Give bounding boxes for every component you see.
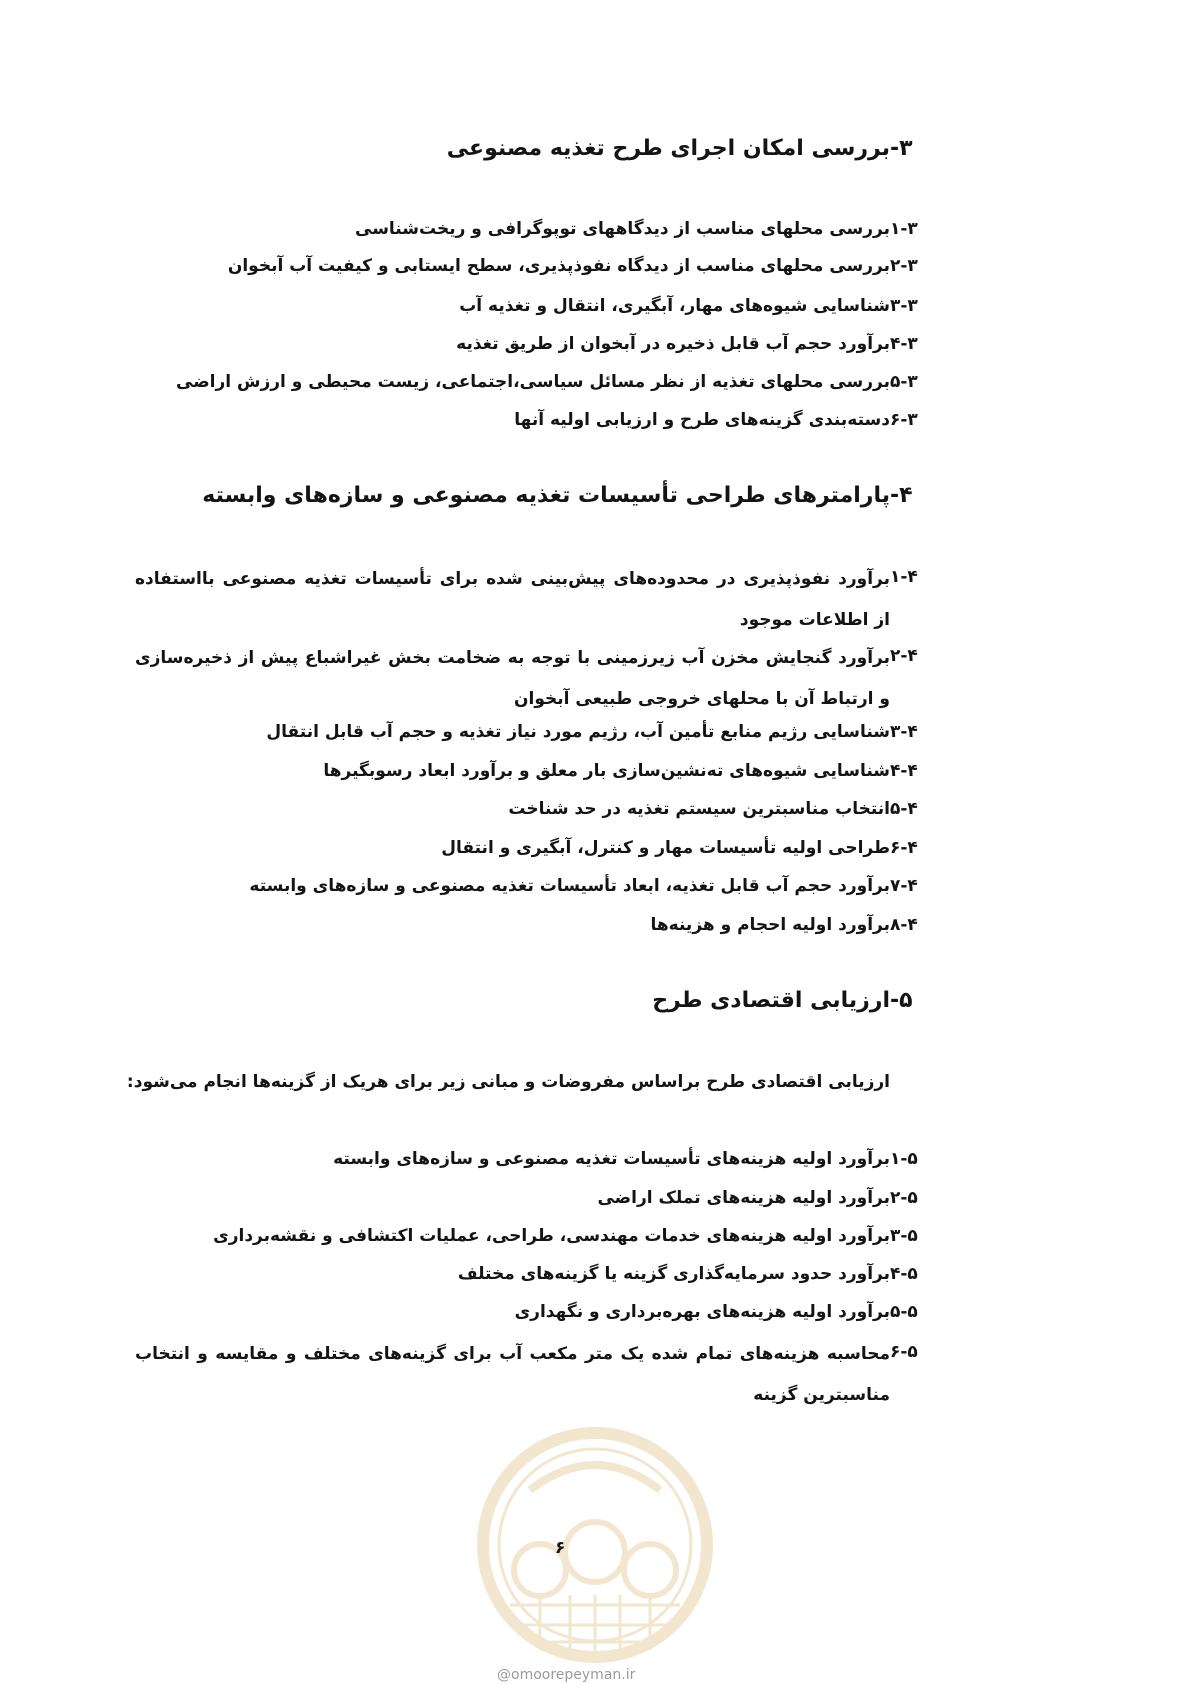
section-number: -۴ bbox=[890, 483, 913, 508]
list-item bbox=[0, 567, 1190, 649]
item-number: ۲-۵ bbox=[890, 1188, 918, 1208]
item-text: برآورد حجم آب قابل تغذیه، ابعاد تأسیسات تغذیه مصنوعی و سازه‌های وابسته bbox=[249, 876, 890, 896]
item-text: بررسی محلهای تغذیه از نظر مسائل سیاسی،اجتماعی، زیست محیطی و ارزش اراضی bbox=[176, 372, 890, 392]
item-number: ۵-۵ bbox=[890, 1302, 918, 1322]
list-item bbox=[0, 799, 1190, 839]
item-number: ۵-۴ bbox=[890, 799, 918, 819]
item-number: ۴-۴ bbox=[890, 761, 918, 781]
item-text: برآورد اولیه هزینه‌های تأسیسات تغذیه مصنوعی و سازه‌های وابسته bbox=[333, 1149, 890, 1169]
item-number: ۴-۳ bbox=[890, 334, 918, 354]
item-text: بررسی محلهای مناسب از دیدگاههای توپوگرافی و ریخت‌شناسی bbox=[355, 219, 890, 239]
item-number: ۳-۳ bbox=[890, 296, 918, 316]
item-number: ۷-۴ bbox=[890, 876, 918, 896]
item-number: ۶-۵ bbox=[890, 1342, 918, 1362]
list-item bbox=[0, 1342, 1190, 1424]
item-text: برآورد نفوذپذیری در محدوده‌های پیش‌بینی شده برای تأسیسات تغذیه مصنوعی بااستفاده از اطلاعات موجود bbox=[135, 569, 890, 630]
section-title: بررسی امکان اجرای طرح تغذیه مصنوعی bbox=[446, 136, 890, 161]
list-item bbox=[0, 256, 1190, 296]
page-number: ۶ bbox=[555, 1538, 566, 1558]
watermark-site-text: @omoorepeyman.ir bbox=[497, 1667, 636, 1683]
item-text: طراحی اولیه تأسیسات مهار و کنترل، آبگیری و انتقال bbox=[441, 838, 890, 858]
list-item bbox=[0, 838, 1190, 878]
item-text: برآورد اولیه هزینه‌های تملک اراضی bbox=[597, 1188, 890, 1208]
item-text: برآورد اولیه هزینه‌های بهره‌برداری و نگهداری bbox=[514, 1302, 890, 1322]
list-item bbox=[0, 646, 1190, 728]
list-item bbox=[0, 761, 1190, 801]
item-number: ۸-۴ bbox=[890, 915, 918, 935]
item-text: برآورد حجم آب قابل ذخیره در آبخوان از طریق تغذیه bbox=[456, 334, 890, 354]
list-item bbox=[0, 1264, 1190, 1304]
item-text: محاسبه هزینه‌های تمام شده یک متر مکعب آب برای گزینه‌های مختلف و مقایسه و انتخاب مناسبترین گزینه bbox=[135, 1344, 890, 1405]
list-item bbox=[0, 722, 1190, 762]
item-number: ۶-۴ bbox=[890, 838, 918, 858]
item-number: ۳-۴ bbox=[890, 722, 918, 742]
item-text: برآورد حدود سرمایه‌گذاری گزینه یا گزینه‌های مختلف bbox=[457, 1264, 890, 1284]
list-item bbox=[0, 372, 1190, 412]
list-item bbox=[0, 334, 1190, 374]
item-number: ۳-۵ bbox=[890, 1226, 918, 1246]
section-title: پارامترهای طراحی تأسیسات تغذیه مصنوعی و سازه‌های وابسته bbox=[202, 483, 890, 508]
item-number: ۶-۳ bbox=[890, 410, 918, 430]
section-5-heading bbox=[0, 988, 1190, 1028]
list-item bbox=[0, 1226, 1190, 1266]
list-item bbox=[0, 219, 1190, 259]
item-text: شناسایی رژیم منابع تأمین آب، رژیم مورد نیاز تغذیه و حجم آب قابل انتقال bbox=[266, 722, 890, 742]
list-item bbox=[0, 296, 1190, 336]
item-text: دسته‌بندی گزینه‌های طرح و ارزیابی اولیه آنها bbox=[514, 410, 890, 430]
item-number: ۲-۴ bbox=[890, 646, 918, 666]
item-text: شناسایی شیوه‌های ته‌نشین‌سازی بار معلق و برآورد ابعاد رسوبگیرها bbox=[323, 761, 890, 781]
item-number: ۱-۵ bbox=[890, 1149, 918, 1169]
list-item bbox=[0, 915, 1190, 955]
item-text: برآورد گنجایش مخزن آب زیرزمینی با توجه به ضخامت بخش غیراشباع پیش از ذخیره‌سازی و ارتباط آن با محلهای خروجی طبیعی آبخوان bbox=[135, 648, 890, 709]
list-item bbox=[0, 1188, 1190, 1228]
item-number: ۱-۴ bbox=[890, 567, 918, 587]
section-title: ارزیابی اقتصادی طرح bbox=[652, 988, 890, 1013]
item-number: ۴-۵ bbox=[890, 1264, 918, 1284]
section-number: -۳ bbox=[890, 136, 913, 161]
intro-paragraph: ارزیابی اقتصادی طرح براساس مفروضات و مبانی زیر برای هریک از گزینه‌ها انجام می‌شود: bbox=[126, 1072, 890, 1092]
list-item bbox=[0, 876, 1190, 916]
item-text: انتخاب مناسبترین سیستم تغذیه در حد شناخت bbox=[508, 799, 890, 819]
item-number: ۲-۳ bbox=[890, 256, 918, 276]
item-number: ۱-۳ bbox=[890, 219, 918, 239]
item-text: بررسی محلهای مناسب از دیدگاه نفوذپذیری، سطح ایستابی و کیفیت آب آبخوان bbox=[227, 256, 890, 276]
item-text: برآورد اولیه هزینه‌های خدمات مهندسی، طراحی، عملیات اکتشافی و نقشه‌برداری bbox=[213, 1226, 890, 1246]
section-4-heading bbox=[0, 483, 1190, 523]
section-3-heading bbox=[0, 136, 1190, 176]
section-number: -۵ bbox=[890, 988, 913, 1013]
list-item bbox=[0, 410, 1190, 450]
item-number: ۵-۳ bbox=[890, 372, 918, 392]
item-text: شناسایی شیوه‌های مهار، آبگیری، انتقال و تغذیه آب bbox=[459, 296, 890, 316]
watermark-logo-icon bbox=[470, 1420, 720, 1670]
item-text: برآورد اولیه احجام و هزینه‌ها bbox=[650, 915, 890, 935]
list-item bbox=[0, 1149, 1190, 1189]
